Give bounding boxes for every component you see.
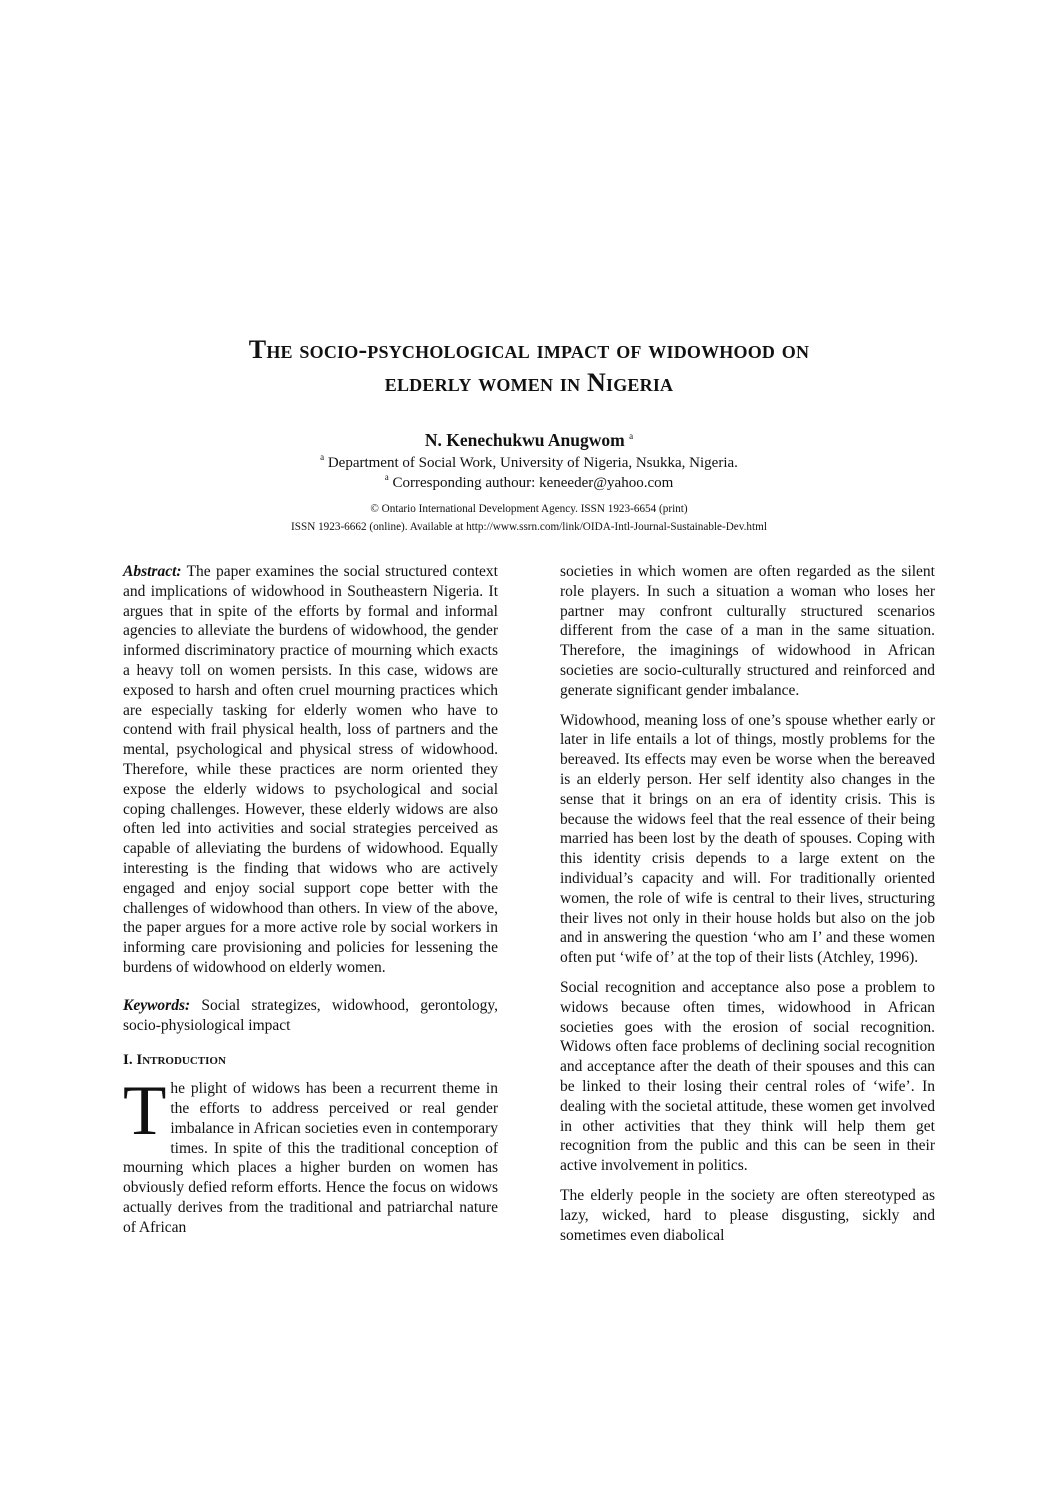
author-affiliation: $^a$ Department of Social Work, University of Nigeria, Nsukka, Nigeria. [320,452,738,471]
title-line-2: elderly women in Nigeria [384,368,674,397]
right-column [560,562,935,1255]
corresponding-email[interactable]: Corresponding authour: keneeder@yahoo.com [392,475,674,491]
corresponding-author: $^a$ Corresponding authour: keneeder@yahoo.com [384,472,674,491]
paper-title [0,333,1058,399]
abstract-text: The paper examines the social structured context and implications of widowhood in Southeastern Nigeria. It argues that in spite of the efforts by formal and informal agencies to alleviate the burdens of widowhood, the gender informed discriminatory practice of mourning which exacts a heavy toll on women persists. In this case, widows are exposed to harsh and often cruel mourning practices which are especially tasking for elderly women who have to contend with frail physical health, loss of partners and the mental, psychological and physical stress of widowhood. Therefore, while these practices are norm oriented they expose the elderly widows to psychological and social coping challenges. However, these elderly widows are also often led into activities and social strategies perceived as capable of alleviating the burdens of widowhood. Equally interesting is the finding that widows who are actively engaged and enjoy social support cope better with the challenges of widowhood than others. In view of the above, the paper argues for a more active role by social workers in informing care provisioning and policies for lessening the burdens of widowhood on elderly women. [123,563,498,976]
section-heading-introduction: I. Introduction [123,1052,226,1069]
keywords-text: Social strategizes, widowhood, gerontology, socio-physiological impact [123,996,498,1034]
abstract-label: Abstract: [123,563,182,580]
title-line-1: The socio-psychological impact of widowhood on [248,335,810,364]
keywords-label: Keywords: [123,996,191,1014]
issn-availability-line[interactable]: ISSN 1923-6662 (online). Available at http://www.ssrn.com/link/OIDA-Intl-Journal-Sustainable-Dev.html [291,521,767,533]
intro-paragraph-1-continued: societies in which women are often regarded as the silent role players. In such a situation a woman who loses her partner may confront culturally structured scenarios different from the case of a man in the same situation. Therefore, the imaginings of widowhood in African societies are socio-culturally structured and reinforced and generate significant gender imbalance. [560,563,935,699]
keywords [123,996,498,1036]
author-affiliation-mark: a [629,431,634,441]
author-name: N. Kenechukwu Anugwom $^a$ [424,430,634,450]
copyright-line: © Ontario International Development Agency. ISSN 1923-6654 (print) [370,503,688,515]
intro-paragraph-1-start: The plight of widows has been a recurrent theme in the efforts to address perceived or real gender imbalance in African societies even in contemporary times. In spite of this the traditional conception of mourning which places a higher burden on women has obviously defied reform efforts. Hence the focus on widows actually derives from the traditional and patriarchal nature of African [123,1072,498,1236]
abstract [123,562,498,978]
intro-paragraph-3: Social recognition and acceptance also pose a problem to widows because often times, widowhood in African societies goes with the erosion of social recognition. Widows often face problems of declining social recognition and acceptance after the death of their spouses and this can be linked to their losing their central roles of ‘wife’. In dealing with the societal attitude, these women get involved in other activities that they think will help them get recognition from the public and this can be seen in their active involvement in politics. [560,978,935,1175]
intro-paragraph-2: Widowhood, meaning loss of one’s spouse whether early or later in life entails a lot of things, mostly problems for the bereaved. Its effects may even be worse when the bereaved is an elderly person. Her self identity also changes in the sense that it brings on an era of identity crisis. This is because the widows feel that the real essence of their being married has been lost by the death of spouses. Coping with this identity crisis depends to a large extent on the individual’s capacity and will. For traditionally oriented women, the role of wife is central to their lives, structuring their lives not only in their house holds but also on the job and in answering the question ‘who am I’ and these women often put ‘wife of’ at the top of their lists (Atchley, 1996). [560,711,935,967]
drop-cap: T [123,1072,167,1151]
intro-paragraph-4: The elderly people in the society are often stereotyped as lazy, wicked, hard to please disgusting, sickly and sometimes even diabolical [560,1186,935,1244]
left-column [123,562,498,1248]
